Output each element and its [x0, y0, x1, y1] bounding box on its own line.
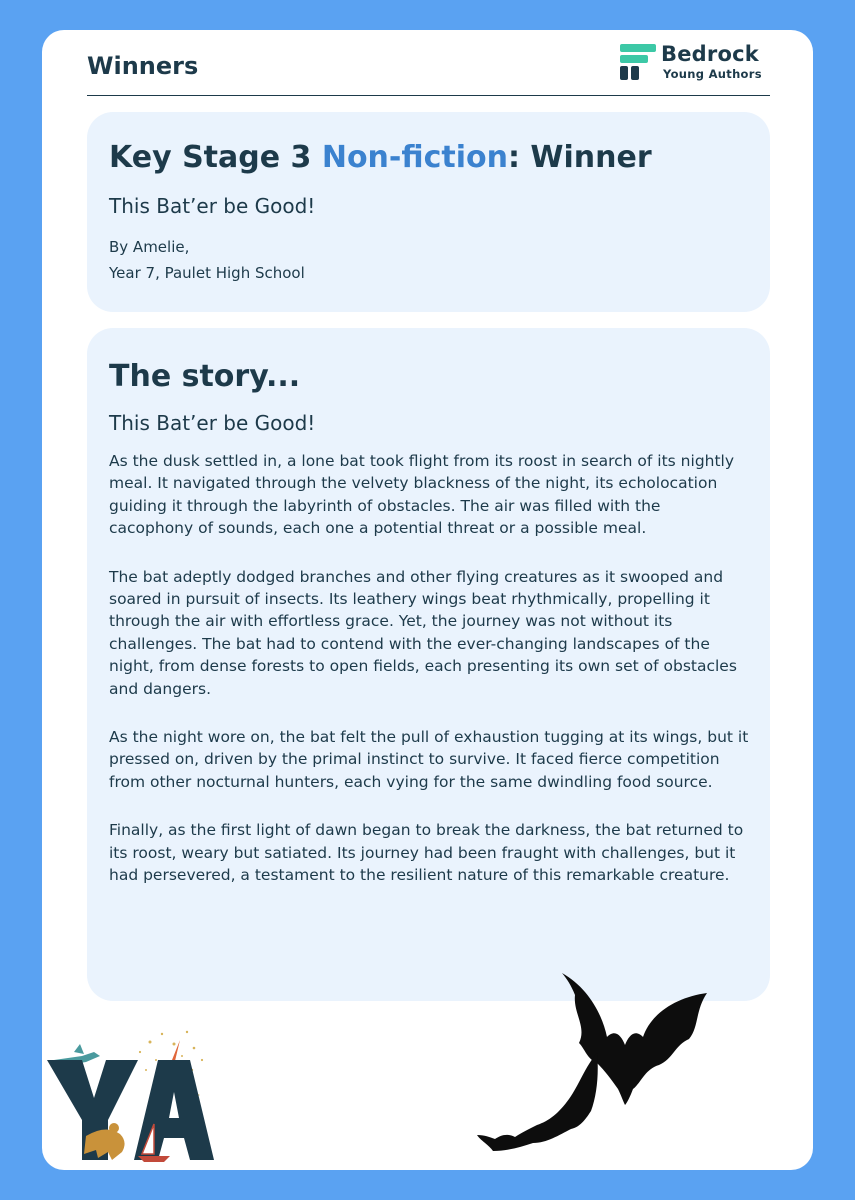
bedrock-logo-icon — [618, 42, 658, 82]
intro-title — [109, 140, 652, 175]
title-highlight: Non-fiction — [321, 140, 508, 175]
title-suffix: : Winner — [507, 140, 652, 175]
logo-subtitle: Young Authors — [663, 67, 762, 81]
bat-silhouettes — [437, 965, 777, 1155]
story-card — [87, 328, 770, 1001]
bedrock-logo — [618, 42, 768, 84]
story-heading: The story... — [109, 359, 301, 394]
intro-subtitle: This Bat’er be Good! — [109, 194, 316, 218]
story-paragraph: The bat adeptly dodged branches and other flying creatures as it swooped and soared in pursuit of insects. Its leathery wings beat rhythmically, propelling it through the air with effortless grace. Yet, the journey was not without its challenges. The bat had to contend with the ever-changing landscapes of the night, from dense forests to open fields, each presenting its own set of obstacles and dangers. — [109, 567, 737, 698]
header-title: Winners — [87, 52, 199, 80]
ya-logo — [42, 1020, 222, 1170]
school-line: Year 7, Paulet High School — [109, 264, 305, 282]
header — [87, 30, 770, 96]
byline — [109, 234, 305, 286]
story-paragraph: Finally, as the first light of dawn began to break the darkness, the bat returned to its roost, weary but satiated. Its journey had been fraught with challenges, but it had persevered, a testament to the resilient nature of this remarkable creature. — [109, 821, 744, 885]
story-body — [109, 450, 749, 913]
page — [42, 30, 813, 1170]
title-prefix: Key Stage 3 — [109, 140, 322, 175]
logo-brand: Bedrock — [661, 42, 759, 66]
intro-card — [87, 112, 770, 312]
small-bat-icon — [477, 1053, 598, 1151]
story-paragraph: As the night wore on, the bat felt the pull of exhaustion tugging at its wings, but it pressed on, driven by the primal instinct to survive. It faced fierce competition from other nocturnal hunters, each vying for the same dwindling food source. — [109, 728, 749, 791]
author-line: By Amelie, — [109, 238, 190, 256]
story-paragraph: As the dusk settled in, a lone bat took flight from its roost in search of its nightly meal. It navigated through the velvety blackness of the night, its echolocation guiding it through the labyrinth of obstacles. The air was filled with the cacophony of sounds, each one a potential threat or a possible meal. — [109, 452, 735, 538]
story-subtitle: This Bat’er be Good! — [109, 411, 316, 435]
